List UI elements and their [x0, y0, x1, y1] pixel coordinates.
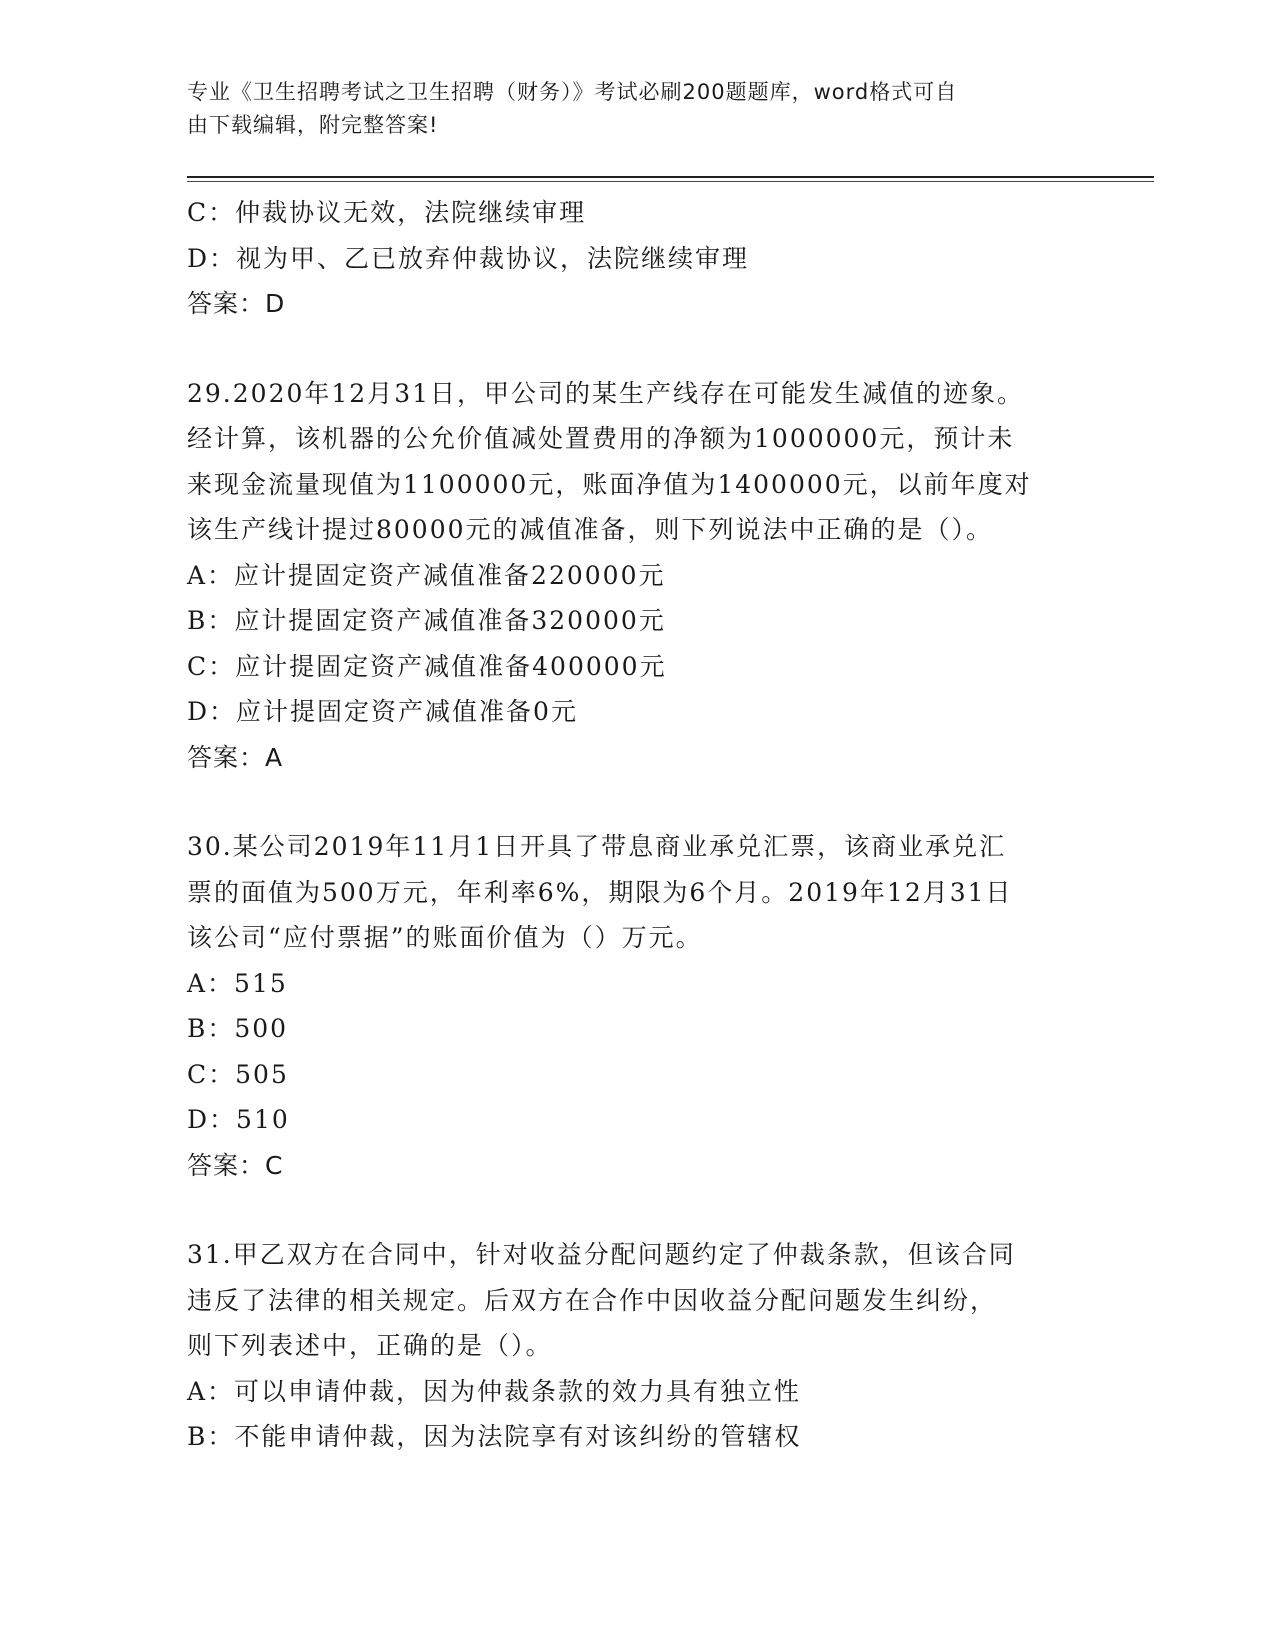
option-a: A：515 [187, 968, 288, 998]
spacer [187, 1188, 1087, 1232]
option-c: C：仲裁协议无效，法院继续审理 [187, 198, 587, 227]
option-a: A：应计提固定资产减值准备220000元 [187, 560, 666, 590]
option-c: C：505 [187, 1059, 289, 1089]
question-29 [187, 371, 1087, 781]
option-b: B：不能申请仲裁，因为法院享有对该纠纷的管辖权 [187, 1422, 802, 1451]
question-28-tail [187, 190, 1087, 327]
question-stem-line: 经计算，该机器的公允价值减处置费用的净额为1000000元，预计未 [187, 424, 1015, 453]
option-c: C：应计提固定资产减值准备400000元 [187, 651, 667, 681]
option-d: D：视为甲、乙已放弃仲裁协议，法院继续审理 [187, 243, 750, 273]
option-d: D：应计提固定资产减值准备0元 [187, 697, 578, 726]
question-stem-line: 该公司“应付票据”的账面价值为（）万元。 [187, 923, 703, 952]
option-a: A：可以申请仲裁，因为仲裁条款的效力具有独立性 [187, 1376, 802, 1406]
header-line-2: 由下载编辑，附完整答案! [187, 113, 439, 137]
question-stem-line: 该生产线计提过80000元的减值准备，则下列说法中正确的是（）。 [187, 515, 994, 544]
spacer [187, 327, 1087, 371]
document-body [187, 190, 1087, 1460]
question-31 [187, 1232, 1087, 1460]
question-30 [187, 824, 1087, 1188]
header-line-1: 专业《卫生招聘考试之卫生招聘（财务）》考试必刷200题题库，word格式可自 [187, 80, 958, 104]
spacer [187, 780, 1087, 824]
header-divider-thin [187, 181, 1154, 182]
question-stem-line: 30.某公司2019年11月1日开具了带息商业承兑汇票，该商业承兑汇 [187, 832, 1007, 861]
answer-line: 答案：D [187, 289, 286, 318]
option-b: B：应计提固定资产减值准备320000元 [187, 606, 666, 635]
question-stem-line: 违反了法律的相关规定。后双方在合作中因收益分配问题发生纠纷， [187, 1285, 998, 1315]
answer-line: 答案：A [187, 742, 284, 772]
answer-line: 答案：C [187, 1150, 284, 1180]
option-d: D：510 [187, 1105, 290, 1134]
question-stem-line: 票的面值为500万元，年利率6%，期限为6个月。2019年12月31日 [187, 877, 1013, 907]
header-divider-thick [187, 176, 1154, 178]
question-stem-line: 来现金流量现值为1100000元，账面净值为1400000元，以前年度对 [187, 469, 1032, 499]
option-b: B：500 [187, 1014, 289, 1043]
question-stem-line: 31.甲乙双方在合同中，针对收益分配问题约定了仲裁条款，但该合同 [187, 1240, 1016, 1269]
question-stem-line: 则下列表述中，正确的是（）。 [187, 1331, 553, 1360]
document-header [187, 76, 1087, 142]
question-stem-line: 29.2020年12月31日，甲公司的某生产线存在可能发生减值的迹象。 [187, 378, 1025, 408]
